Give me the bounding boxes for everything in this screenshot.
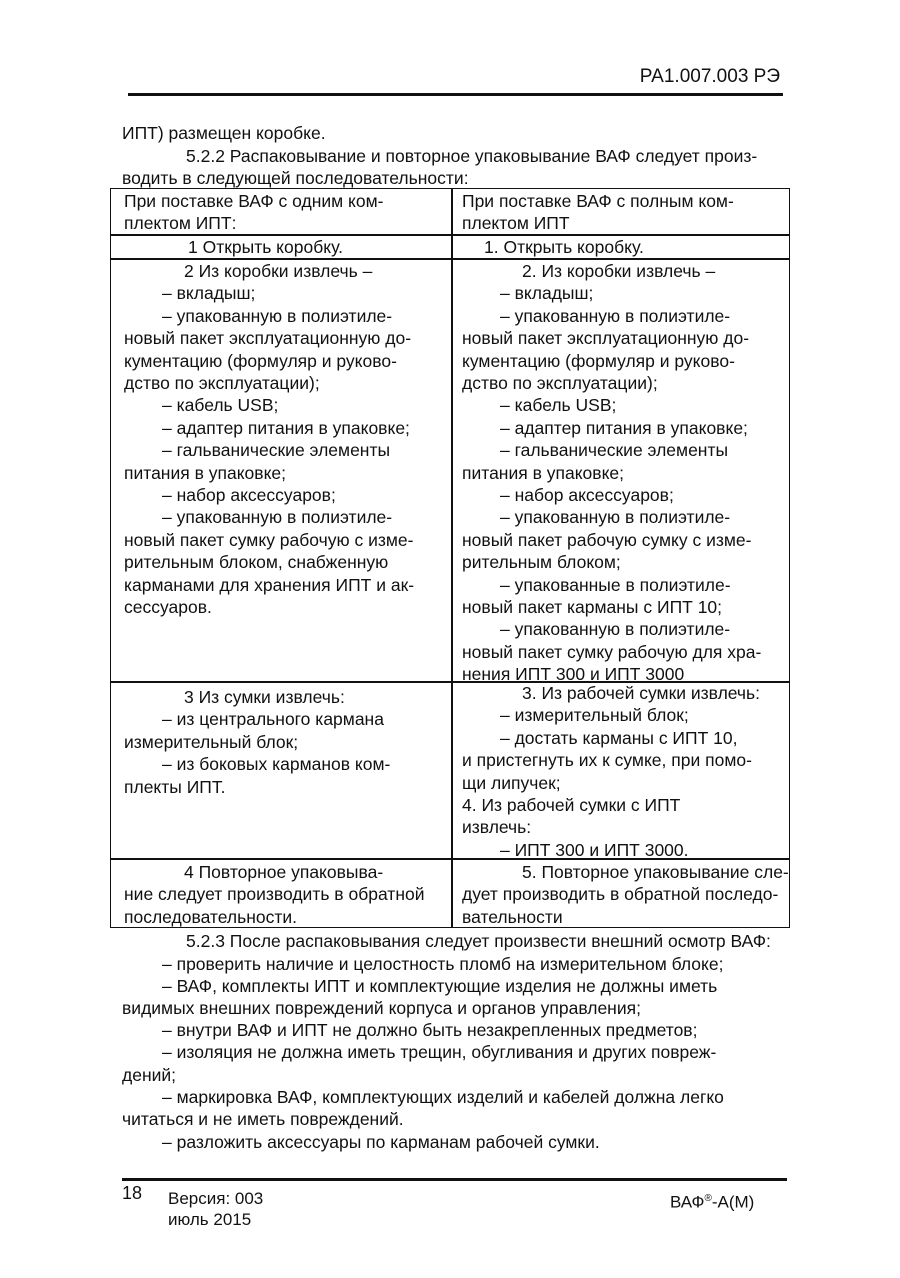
product-name (670, 1188, 754, 1213)
table-cell-line: новый пакет эксплуатационную до- (462, 328, 750, 349)
table-cell-line: питания в упаковке; (462, 462, 625, 483)
table-cell-line: ние следует производить в обратной (124, 884, 425, 905)
intro-line-2: 5.2.2 Распаковывание и повторное упаковывание ВАФ следует произ- (186, 146, 758, 166)
table-cell-line: – адаптер питания в упаковке; (162, 417, 410, 438)
table-cell-line: – из центрального кармана (162, 709, 384, 730)
header-rule (128, 93, 783, 96)
table-cell-line: новый пакет сумку рабочую с изме- (124, 529, 414, 550)
table-cell-line: плекты ИПТ. (124, 776, 226, 797)
table-cell-line: – кабель USB; (162, 395, 279, 416)
section-line: – маркировка ВАФ, комплектующих изделий и кабелей должна легко (162, 1087, 724, 1107)
table-cell-line: 3 Из сумки извлечь: (184, 687, 345, 707)
table-cell-line: – упакованную в полиэтиле- (500, 507, 731, 528)
table-cell-line: 2. Из коробки извлечь – (522, 261, 716, 281)
table-cell-line: – достать карманы с ИПТ 10, (500, 727, 738, 748)
table-cell-line: новый пакет карманы с ИПТ 10; (462, 597, 723, 617)
section-line: читаться и не иметь повреждений. (122, 1109, 404, 1129)
table-cell-line: 4. Из рабочей сумки с ИПТ (462, 795, 681, 815)
table-cell-line: 5. Повторное упаковывание сле- (522, 862, 789, 882)
table-cell-line: При поставке ВАФ с одним ком- (124, 191, 384, 211)
table-cell-line: – вкладыш; (500, 283, 594, 304)
table-cell-line: кументацию (формуляр и руково- (124, 350, 397, 371)
table-cell-line: – вкладыш; (162, 283, 256, 304)
product-suffix: -А(М) (711, 1192, 755, 1212)
table-cell-line: – из боковых карманов ком- (162, 754, 391, 775)
table-cell-line: новый пакет рабочую сумку с изме- (462, 529, 752, 550)
table-cell-line: дство по эксплуатации); (462, 373, 658, 393)
table-cell-line: – адаптер питания в упаковке; (500, 417, 748, 438)
table-cell-line: – набор аксессуаров; (500, 485, 674, 505)
table-cell-line: питания в упаковке; (124, 462, 287, 483)
table-cell-line: – измерительный блок; (500, 705, 689, 726)
table-cell-line: измерительный блок; (124, 731, 299, 752)
table-cell-line: кументацию (формуляр и руково- (462, 350, 735, 371)
table-cell-line: извлечь: (462, 817, 532, 838)
table-cell-line: – набор аксессуаров; (162, 485, 336, 505)
table-cell-line: 3. Из рабочей сумки извлечь: (522, 683, 761, 703)
section-line: – проверить наличие и целостность пломб на измерительном блоке; (162, 954, 724, 974)
table-cell-line: последовательности. (124, 906, 298, 927)
table-cell-line: плектом ИПТ (462, 213, 570, 234)
table-cell-line: щи липучек; (462, 772, 561, 793)
table-cell-line: нения ИПТ 300 и ИПТ 3000 (462, 664, 685, 685)
product-base: ВАФ (670, 1192, 705, 1212)
table-cell-line: карманами для хранения ИПТ и ак- (124, 574, 415, 595)
table-cell-line: – упакованную в полиэтиле- (162, 305, 393, 326)
footer-rule (122, 1178, 787, 1181)
table-cell-line: – гальванические элементы (500, 440, 729, 461)
registered-mark: ® (704, 1193, 712, 1204)
table-cell-line: 4 Повторное упаковыва- (184, 862, 384, 882)
table-cell-line: При поставке ВАФ с полным ком- (462, 191, 734, 211)
table-cell-line: плектом ИПТ: (124, 213, 237, 234)
section-line: – внутри ВАФ и ИПТ не должно быть незакрепленных предметов; (162, 1020, 698, 1040)
table-cell-line: – гальванические элементы (162, 440, 391, 461)
table-cell-line: новый пакет сумку рабочую для хра- (462, 641, 762, 662)
intro-line-1: ИПТ) размещен коробке. (122, 123, 326, 143)
date-label: июль 2015 (168, 1210, 252, 1229)
section-line: видимых внешних повреждений корпуса и органов управления; (122, 998, 641, 1018)
table-cell-line: сессуаров. (124, 597, 212, 617)
table-column-divider (451, 188, 453, 928)
section-line: – изоляция не должна иметь трещин, обугливания и других повреж- (162, 1042, 717, 1062)
intro-line-3: водить в следующей последовательности: (122, 168, 469, 188)
table-cell-line: дует производить в обратной последо- (462, 884, 779, 905)
table-cell-line: – упакованную в полиэтиле- (162, 507, 393, 528)
table-cell-line: новый пакет эксплуатационную до- (124, 328, 412, 349)
section-line: – разложить аксессуары по карманам рабочей сумки. (162, 1132, 600, 1152)
table-cell-line: 2 Из коробки извлечь – (184, 261, 373, 281)
table-cell-line: – ИПТ 300 и ИПТ 3000. (500, 839, 689, 860)
table-cell-line: вательности (462, 906, 563, 927)
table-cell-line: рительным блоком, снабженную (124, 552, 389, 573)
table-cell-line: – кабель USB; (500, 395, 617, 416)
table-cell-line: – упакованную в полиэтиле- (500, 305, 731, 326)
document-code: РА1.007.003 РЭ (639, 66, 780, 87)
table-cell-line: и пристегнуть их к сумке, при помо- (462, 750, 752, 771)
table-cell-line: рительным блоком; (462, 552, 621, 573)
version-label: Версия: 003 (168, 1189, 264, 1208)
section-line: 5.2.3 После распаковывания следует произвести внешний осмотр ВАФ: (186, 931, 771, 951)
table-cell-line: 1 Открыть коробку. (188, 237, 343, 257)
table-cell-line: – упакованные в полиэтиле- (500, 574, 731, 595)
table-cell-line: 1. Открыть коробку. (484, 237, 644, 257)
page-number: 18 (122, 1183, 143, 1203)
section-line: дений; (122, 1065, 177, 1085)
table-cell-line: – упакованную в полиэтиле- (500, 619, 731, 640)
unpacking-table (110, 188, 790, 928)
table-cell-line: дство по эксплуатации); (124, 373, 320, 393)
section-line: – ВАФ, комплекты ИПТ и комплектующие изделия не должны иметь (162, 976, 718, 996)
